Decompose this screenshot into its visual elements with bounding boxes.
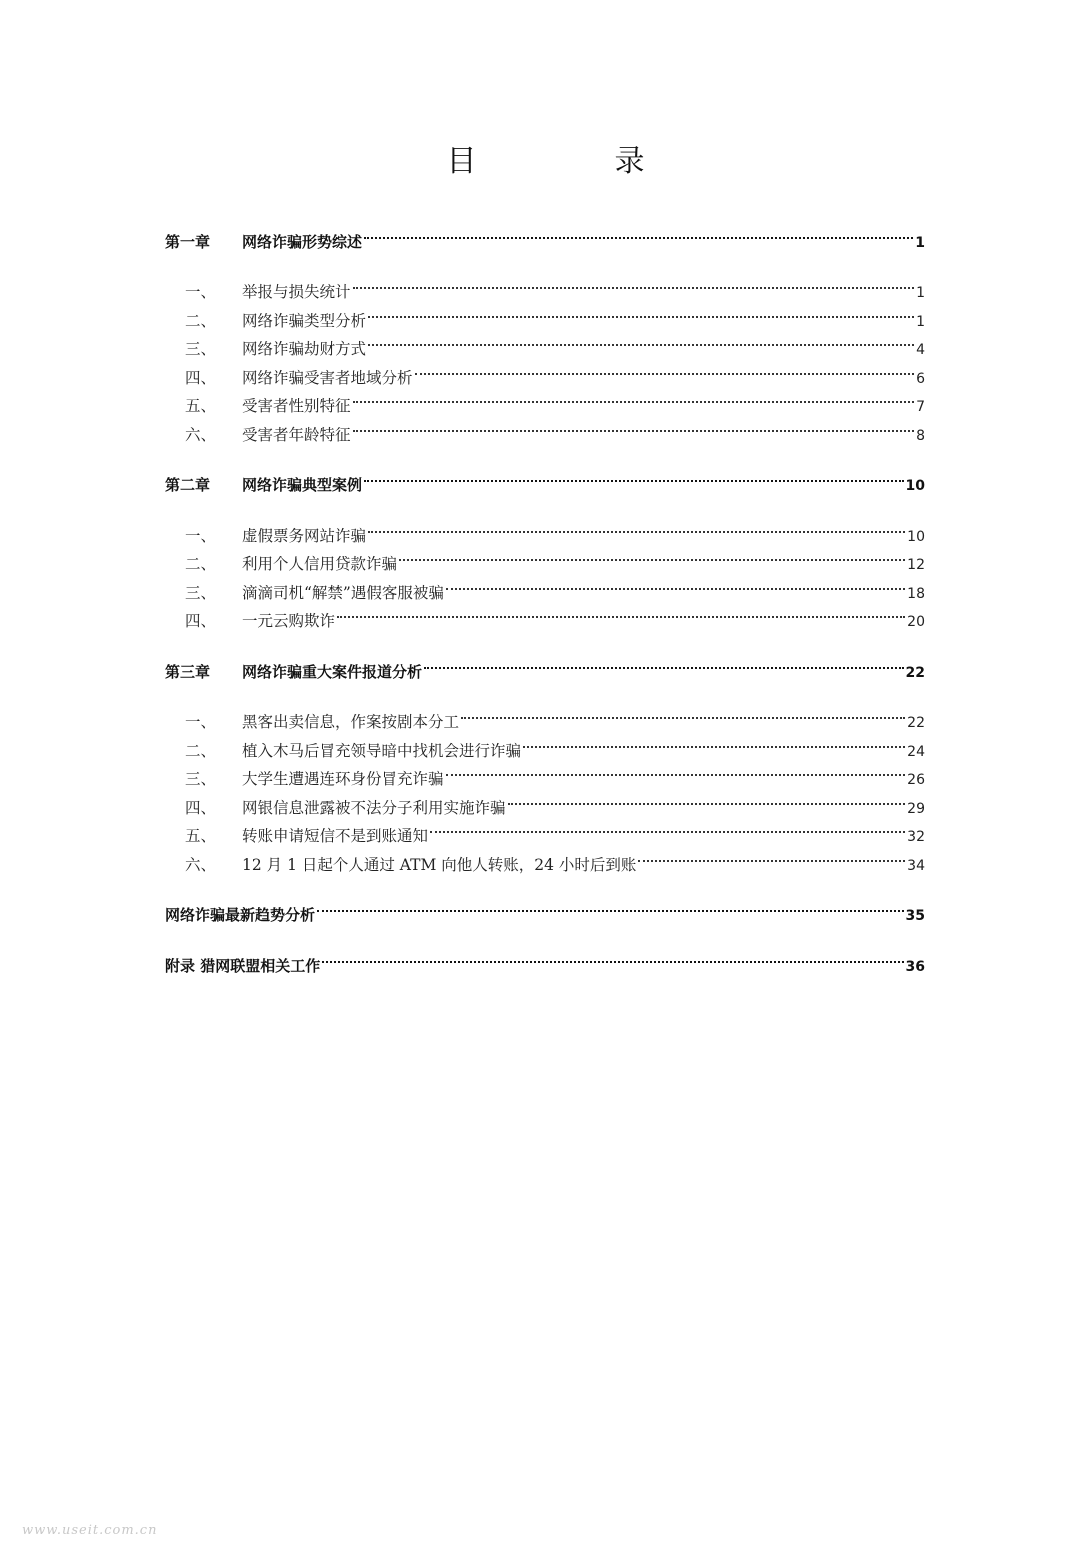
toc-entry-title: 网络诈骗类型分析 — [242, 311, 367, 330]
toc-dot-leader — [353, 269, 915, 298]
toc-dot-leader — [446, 569, 905, 598]
toc-entry-number: 二、 — [185, 741, 217, 760]
toc-dot-leader — [368, 326, 914, 355]
toc-dot-leader — [368, 512, 905, 541]
toc-entry-number: 一、 — [185, 283, 217, 301]
toc-entry-number: 三、 — [185, 583, 217, 602]
toc-page-number: 1 — [916, 285, 925, 301]
toc-entry-number: 二、 — [185, 311, 217, 330]
toc-entry-number: 五、 — [185, 397, 217, 415]
toc-page-number: 8 — [916, 427, 925, 444]
toc-entry-title: 一元云购欺诈 — [242, 612, 336, 630]
toc-entry-title: 植入木马后冒充领导暗中找机会进行诈骗 — [242, 741, 522, 760]
toc-page-number: 6 — [916, 370, 925, 387]
toc-section-entry[interactable] — [165, 699, 925, 731]
page-title: 目 录 — [446, 144, 699, 179]
toc-section-entry[interactable] — [165, 512, 925, 545]
toc-entry-number: 第二章 — [165, 476, 211, 494]
toc-page-number: 1 — [915, 234, 925, 251]
toc-page-number: 4 — [916, 342, 925, 358]
toc-dot-leader — [364, 218, 913, 247]
toc-entry-number: 三、 — [185, 770, 217, 788]
toc-page-number: 24 — [907, 743, 925, 760]
toc-dot-leader — [337, 598, 905, 627]
toc-chapter-entry[interactable] — [165, 942, 925, 975]
toc-page-number: 32 — [907, 829, 925, 845]
toc-entry-title: 黑客出卖信息，作案按剧本分工 — [242, 713, 460, 731]
toc-dot-leader — [508, 784, 906, 813]
toc-dot-leader — [322, 942, 903, 971]
toc-dot-leader — [364, 462, 904, 491]
toc-chapter-entry[interactable] — [165, 218, 925, 251]
toc-entry-number: 四、 — [185, 368, 217, 387]
toc-entry-title: 12 月 1 日起个人通过 ATM 向他人转账，24 小时后到账 — [242, 855, 637, 874]
toc-dot-leader — [317, 892, 904, 921]
toc-page-number: 10 — [907, 528, 925, 545]
toc-dot-leader — [461, 699, 905, 728]
toc-entry-title: 虚假票务网站诈骗 — [242, 526, 367, 545]
toc-page-number: 22 — [907, 715, 925, 731]
toc-page-number: 35 — [905, 908, 925, 924]
toc-dot-leader — [638, 841, 905, 870]
toc-entry-number: 三、 — [185, 340, 217, 358]
toc-entry-title: 大学生遭遇连环身份冒充诈骗 — [242, 770, 444, 788]
toc-dot-leader — [399, 541, 905, 570]
toc-entry-title: 网络诈骗受害者地域分析 — [242, 368, 413, 387]
table-of-contents — [165, 218, 925, 975]
toc-entry-title: 网络诈骗重大案件报道分析 — [242, 662, 423, 681]
toc-entry-number: 四、 — [185, 798, 217, 817]
toc-entry-title: 转账申请短信不是到账通知 — [242, 827, 429, 845]
toc-page-number: 7 — [916, 399, 925, 415]
toc-entry-number: 一、 — [185, 526, 217, 545]
toc-dot-leader — [446, 756, 906, 785]
toc-entry-title: 网络诈骗最新趋势分析 — [165, 906, 316, 924]
toc-entry-title: 网络诈骗典型案例 — [242, 476, 363, 494]
toc-entry-title: 网络诈骗劫财方式 — [242, 340, 367, 358]
toc-entry-title: 网银信息泄露被不法分子利用实施诈骗 — [242, 798, 506, 817]
toc-page-number: 18 — [907, 585, 925, 602]
toc-page-number: 1 — [916, 313, 925, 330]
toc-dot-leader — [353, 411, 915, 440]
toc-dot-leader — [353, 383, 915, 412]
toc-entry-number: 六、 — [185, 425, 217, 444]
toc-entry-number: 第一章 — [165, 232, 211, 251]
toc-page-number: 12 — [907, 557, 925, 573]
toc-entry-title: 受害者年龄特征 — [242, 425, 351, 444]
toc-dot-leader — [523, 727, 905, 756]
toc-page-number: 26 — [907, 772, 925, 788]
watermark: www.useit.com.cn — [22, 1523, 158, 1538]
toc-entry-title: 利用个人信用贷款诈骗 — [242, 555, 398, 573]
toc-dot-leader — [415, 354, 915, 383]
toc-dot-leader — [424, 648, 904, 677]
toc-entry-number: 六、 — [185, 855, 217, 874]
toc-page-number: 20 — [907, 614, 925, 630]
toc-chapter-entry[interactable] — [165, 648, 925, 681]
toc-entry-title: 受害者性别特征 — [242, 397, 351, 415]
toc-entry-title: 举报与损失统计 — [242, 283, 351, 301]
toc-entry-number: 第三章 — [165, 662, 211, 681]
toc-entry-number: 一、 — [185, 713, 217, 731]
toc-dot-leader — [368, 297, 914, 326]
toc-page-number: 22 — [905, 664, 925, 681]
toc-entry-number: 二、 — [185, 555, 217, 573]
toc-entry-title: 网络诈骗形势综述 — [242, 232, 363, 251]
toc-chapter-entry[interactable] — [165, 892, 925, 924]
toc-entry-number: 五、 — [185, 827, 217, 845]
toc-page-number: 10 — [905, 478, 925, 494]
toc-page-number: 36 — [905, 958, 925, 975]
toc-chapter-entry[interactable] — [165, 462, 925, 494]
toc-page-number: 29 — [907, 800, 925, 817]
toc-entry-number: 四、 — [185, 612, 217, 630]
toc-dot-leader — [430, 813, 905, 842]
toc-section-entry[interactable] — [165, 269, 925, 301]
toc-page-number: 34 — [907, 857, 925, 874]
toc-entry-title: 滴滴司机“解禁”遇假客服被骗 — [242, 583, 444, 602]
toc-entry-title: 附录 猎网联盟相关工作 — [165, 956, 321, 975]
